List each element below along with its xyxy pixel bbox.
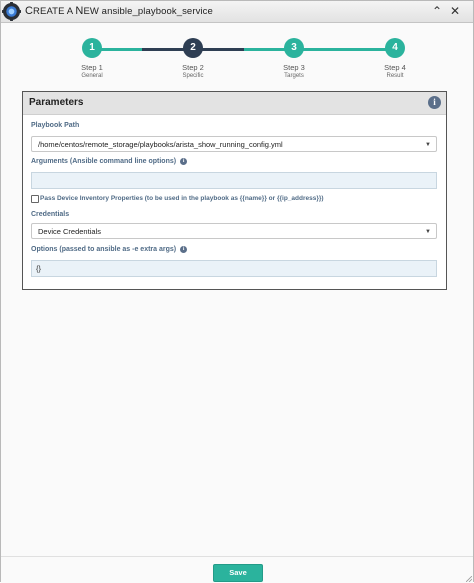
pass-inventory-label[interactable]: Pass Device Inventory Properties (to be used in the playbook as {{name}} or {{ip_address}}) — [40, 195, 324, 202]
step-2-title: Step 2 — [182, 63, 204, 72]
credentials-select[interactable] — [31, 223, 437, 239]
options-input[interactable]: {} — [31, 260, 437, 277]
step-3-subtitle: Targets — [284, 73, 304, 79]
step-4-circle[interactable]: 4 — [385, 38, 405, 58]
credentials-value: Device Credentials — [38, 227, 101, 236]
step-3-title: Step 3 — [283, 63, 305, 72]
step-1-circle[interactable]: 1 — [82, 38, 102, 58]
wizard-steps — [1, 23, 473, 85]
close-button[interactable] — [448, 4, 462, 18]
step-2-circle[interactable]: 2 — [183, 38, 203, 58]
step-3-circle[interactable]: 3 — [284, 38, 304, 58]
step-1-subtitle: General — [81, 73, 103, 79]
title-bar[interactable] — [1, 1, 473, 23]
arguments-label: Arguments (Ansible command line options) i — [31, 158, 187, 165]
window-title: CREATE A NEW ansible_playbook_service — [25, 5, 213, 17]
pass-inventory-checkbox[interactable] — [31, 195, 39, 203]
gear-app-icon — [2, 2, 21, 21]
info-icon[interactable]: i — [180, 246, 187, 253]
playbook-path-value: /home/centos/remote_storage/playbooks/arista_show_running_config.yml — [38, 140, 283, 149]
step-2-subtitle: Specific — [182, 73, 204, 79]
options-label: Options (passed to ansible as -e extra args) i — [31, 246, 187, 253]
step-4-subtitle: Result — [386, 73, 404, 79]
info-icon[interactable]: i — [180, 158, 187, 165]
caret-down-icon: ▼ — [425, 229, 431, 235]
playbook-path-label: Playbook Path — [31, 122, 80, 129]
playbook-path-select[interactable] — [31, 136, 437, 152]
arguments-input[interactable] — [31, 172, 437, 189]
credentials-label: Credentials — [31, 211, 70, 218]
chevron-up-icon: ⌃ — [431, 4, 443, 18]
info-icon[interactable]: i — [428, 96, 441, 109]
footer-bar — [1, 556, 473, 583]
resize-grip-icon[interactable] — [466, 576, 472, 582]
step-4-title: Step 4 — [384, 63, 406, 72]
step-1-title: Step 1 — [81, 63, 103, 72]
collapse-button[interactable] — [430, 4, 444, 18]
caret-down-icon: ▼ — [425, 142, 431, 148]
save-button[interactable]: Save — [213, 564, 263, 582]
close-icon: ✕ — [449, 4, 461, 18]
panel-header — [23, 92, 446, 115]
parameters-panel — [22, 91, 447, 290]
panel-title: Parameters — [29, 97, 84, 108]
